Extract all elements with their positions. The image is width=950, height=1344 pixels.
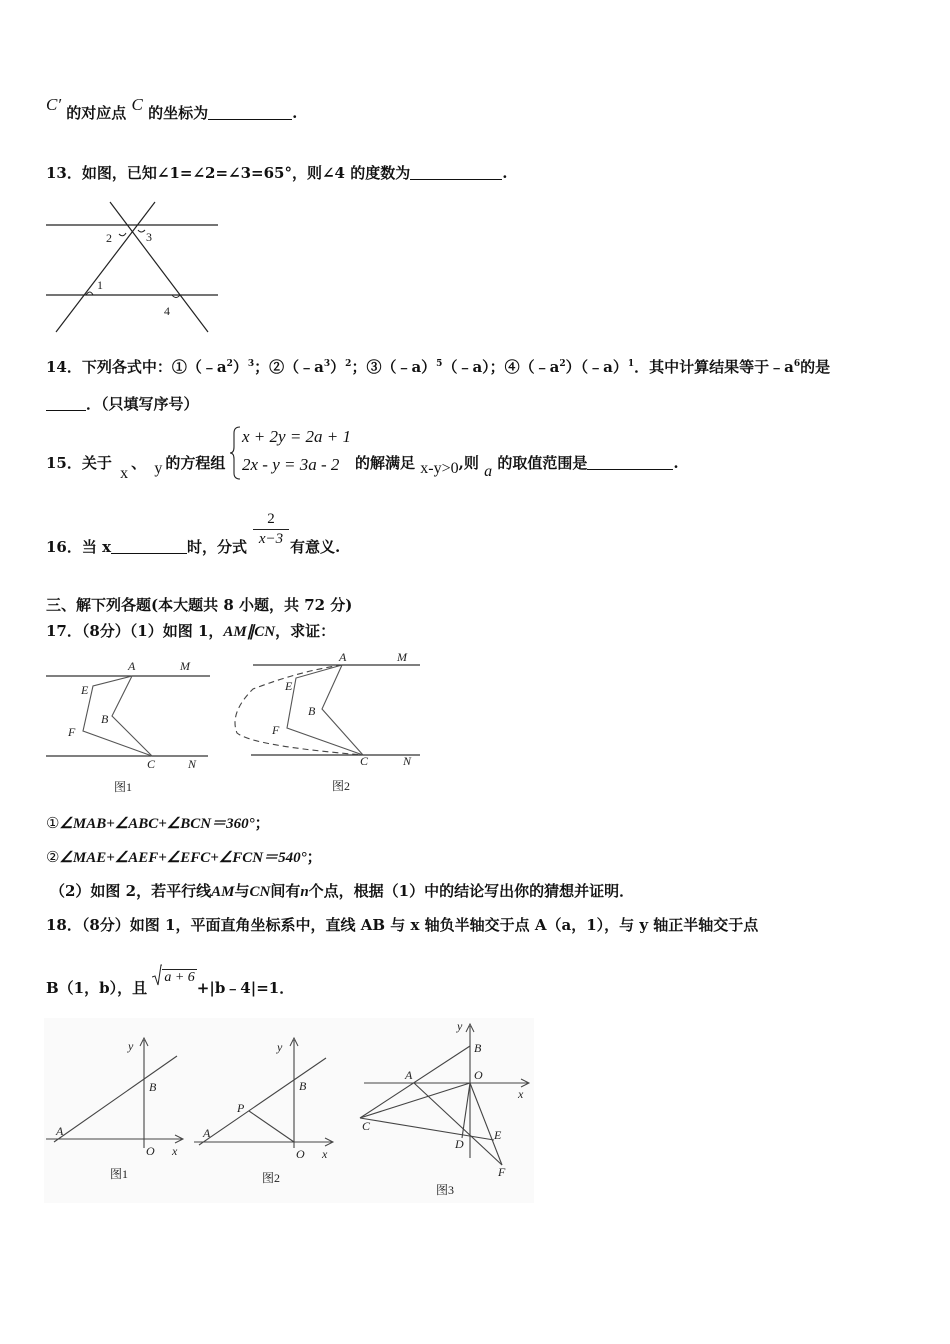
angle-2-label: 2: [106, 231, 112, 245]
q14-line2: ．（只填写序号）: [46, 393, 199, 414]
q15-line-tail: 的解满足 x-y>0,则 a 的取值范围是 .: [355, 454, 679, 480]
svg-text:图3: 图3: [436, 1183, 455, 1197]
section-3-heading: 三、解下列各题(本大题共 8 小题，共 72 分): [46, 596, 353, 614]
c-symbol: C: [131, 95, 143, 114]
answer-blank[interactable]: [111, 539, 187, 554]
q18-line1: 18．（8分）如图 1，平面直角坐标系中，直线 AB 与 x 轴负半轴交于点 A（a，1），与 y 轴正半轴交于点: [46, 916, 759, 934]
q13-figure: [40, 196, 225, 338]
svg-text:P: P: [237, 1101, 245, 1115]
equation-2: 2x - y = 3a - 2: [242, 455, 340, 474]
q14-line1: 14．下列各式中：$①(﹣a^2)^3$；$②(﹣a^3)^2$；③（﹣a）$^5$（﹣a）；$④(﹣a^2)(﹣a)^1$．其中计算结果等于$﹣a^6$的是: [46, 358, 831, 376]
svg-text:B: B: [149, 1080, 157, 1094]
svg-text:B: B: [474, 1041, 482, 1055]
sqrt-radicand: a + 6: [164, 970, 195, 985]
svg-text:O: O: [146, 1144, 155, 1158]
svg-text:A: A: [203, 1126, 211, 1140]
svg-text:D: D: [455, 1137, 464, 1151]
q17-figure-1: [40, 656, 220, 798]
q15-line: 15．关于 x、 y 的方程组: [46, 454, 226, 482]
svg-text:A: A: [339, 651, 347, 664]
svg-text:E: E: [494, 1128, 502, 1142]
svg-text:B: B: [299, 1079, 307, 1093]
svg-text:E: E: [285, 679, 293, 693]
svg-text:图2: 图2: [262, 1171, 281, 1185]
svg-text:C: C: [362, 1119, 371, 1133]
svg-text:x: x: [322, 1147, 328, 1161]
answer-blank[interactable]: [410, 165, 502, 180]
svg-text:O: O: [296, 1147, 305, 1161]
svg-text:y: y: [128, 1039, 134, 1053]
svg-text:图1: 图1: [110, 1167, 129, 1181]
svg-text:N: N: [403, 754, 412, 768]
svg-text:x: x: [172, 1144, 178, 1158]
svg-text:M: M: [180, 659, 190, 673]
svg-text:E: E: [81, 683, 89, 697]
q16-line: 16．当 x 时，分式: [46, 538, 248, 556]
angle-1-label: 1: [97, 278, 103, 292]
svg-text:A: A: [56, 1124, 64, 1138]
svg-text:B: B: [101, 712, 109, 726]
q18-line2: B（1，b），且 a + 6+|b﹣4|=1．: [46, 976, 294, 998]
svg-text:F: F: [498, 1165, 506, 1179]
fraction: 2 x−3: [253, 511, 289, 548]
angle-3-label: 3: [146, 230, 152, 244]
svg-text:B: B: [308, 704, 316, 718]
svg-text:A: A: [128, 659, 136, 673]
q17-head: 17．（8分）（1）如图 1，AM∥CN，求证：: [46, 622, 336, 640]
answer-blank[interactable]: [46, 396, 86, 411]
answer-blank[interactable]: [587, 455, 673, 470]
q18-figures: [44, 1018, 534, 1203]
svg-text:N: N: [188, 757, 197, 771]
svg-text:M: M: [397, 651, 407, 664]
svg-text:图1: 图1: [114, 780, 133, 794]
svg-text:y: y: [277, 1040, 283, 1054]
q17-statement-1: ①∠MAB+∠ABC+∠BCN＝360°；: [46, 814, 270, 832]
answer-blank[interactable]: [208, 105, 292, 120]
q17-part-2: （2）如图 2，若平行线AM与CN间有n个点，根据（1）中的结论写出你的猜想并证明．: [50, 882, 635, 900]
svg-text:图2: 图2: [332, 779, 351, 793]
svg-text:A: A: [405, 1068, 413, 1082]
c-prime-symbol: C′: [46, 95, 62, 114]
angle-4-label: 4: [164, 304, 170, 318]
svg-text:y: y: [457, 1019, 463, 1033]
equation-1: x + 2y = 2a + 1: [242, 427, 352, 446]
svg-text:F: F: [68, 725, 76, 739]
q12-line: C′ 的对应点 C 的坐标为 .: [46, 95, 298, 122]
svg-text:O: O: [474, 1068, 483, 1082]
svg-text:C: C: [147, 757, 156, 771]
q16-tail: 有意义.: [290, 538, 341, 556]
q17-statement-2: ②∠MAE+∠AEF+∠EFC+∠FCN＝540°；: [46, 848, 322, 866]
svg-text:x: x: [518, 1087, 524, 1101]
svg-text:F: F: [272, 723, 280, 737]
q13-text: 13．如图，已知∠1=∠2=∠3=65°，则∠4 的度数为 .: [46, 164, 508, 182]
svg-text:C: C: [360, 754, 369, 768]
q17-figure-2: [225, 651, 430, 798]
